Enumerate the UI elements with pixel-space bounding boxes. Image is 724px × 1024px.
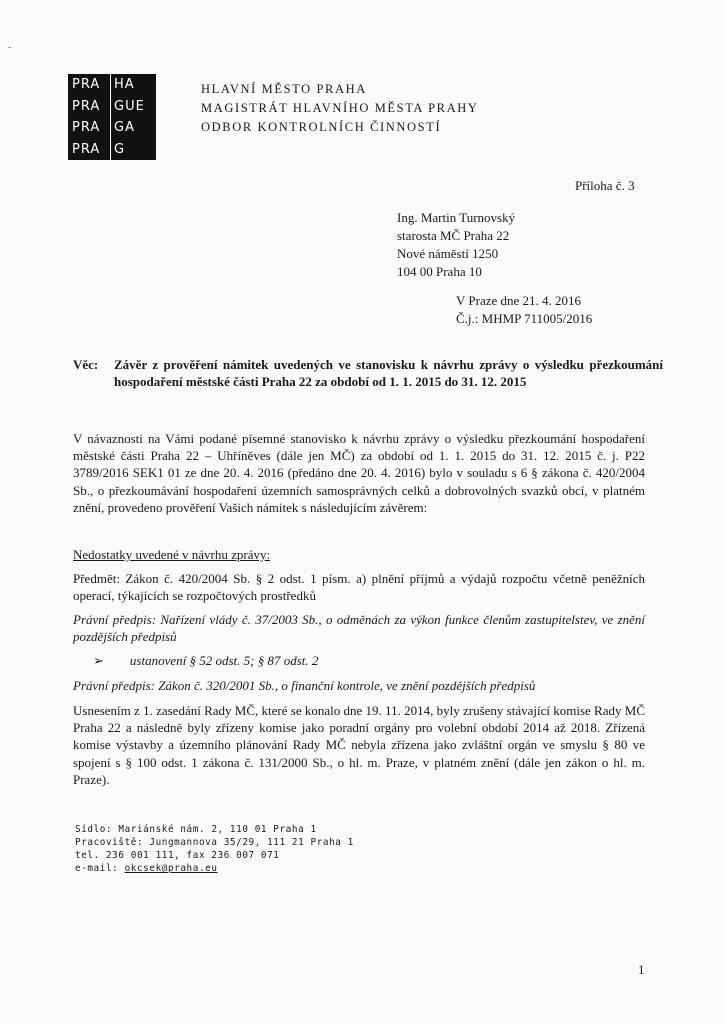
subject-block [73, 356, 663, 390]
logo-text: PRA [72, 77, 101, 92]
organization-line: HLAVNÍ MĚSTO PRAHA [201, 82, 367, 96]
subject-line-paragraph: Předmět: Zákon č. 420/2004 Sb. § 2 odst. 1 písm. a) plnění příjmů a výdajů rozpočtu včetně peněžních operací, týkajících se rozpočtových prostředků [73, 571, 645, 604]
logo-text: HA [110, 74, 156, 96]
footer-seat: Sídlo: Mariánské nám. 2, 110 01 Praha 1 [75, 824, 317, 835]
bullet-item [93, 653, 318, 669]
logo-text: GUE [110, 96, 156, 118]
subject-text: Závěr z prověření námitek uvedených ve stanovisku k návrhu zprávy o výsledku přezkoumání hospodaření městské části Praha 22 za období od 1. 1. 2015 do 31. 12. 2015 [114, 357, 663, 389]
logo-text: PRA [72, 141, 101, 157]
resolution-paragraph: Usnesením z 1. zasedání Rady MČ, které se konalo dne 19. 11. 2014, byly zrušeny stávající komise Rady MČ Praha 22 a následně byly zřízeny komise jako poradní orgány pro volební období 2014 až 2018. Zřízená komise výstavby a územního plánování Rady MČ nebyla zřízena jako zvláštní orgán ve smyslu § 80 ve spojení s § 100 odst. 1 zákona č. 131/2000 Sb., o hl. m. Praze, v platném znění (dále jen zákon o hl. m. Praze). [73, 703, 645, 787]
organization-header [201, 80, 478, 137]
footer-email-label: e-mail: [75, 863, 125, 874]
legal-regulation-2: Právní předpis: Zákon č. 320/2001 Sb., o finanční kontrole, ve znění pozdějších předpisů [73, 678, 536, 693]
letter-date: V Praze dne 21. 4. 2016 [456, 293, 582, 308]
section-heading: Nedostatky uvedené v návrhu zprávy: [73, 547, 271, 562]
prague-logo [68, 74, 156, 160]
logo-text: GA [110, 117, 156, 139]
recipient-address [397, 209, 515, 281]
recipient-street: Nové náměstí 1250 [397, 246, 499, 261]
organization-line: ODBOR KONTROLNÍCH ČINNOSTÍ [201, 120, 442, 134]
recipient-name: Ing. Martin Turnovský [397, 210, 516, 225]
organization-line: MAGISTRÁT HLAVNÍHO MĚSTA PRAHY [201, 101, 479, 115]
footer-phone: tel. 236 001 111, fax 236 007 071 [75, 850, 280, 861]
dateline [456, 292, 592, 328]
attachment-label: Příloha č. 3 [575, 178, 635, 193]
reference-number: Č.j.: MHMP 711005/2016 [456, 311, 593, 326]
intro-paragraph: V návaznosti na Vámi podané písemné stanovisko k návrhu zprávy o výsledku přezkoumání hospodaření městské části Praha 22 – Uhříněves (dále jen MČ) za období od 1. 1. 2015 do 31. 12. 2015 č. j. P22 3789/2016 SEK1 01 ze dne 20. 4. 2016 (předáno dne 20. 4. 2016) bylo v souladu s 6 § zákona č. 420/2004 Sb., o přezkoumávání hospodaření územních samosprávných celků a dobrovolných svazků obcí, v platném znění, provedeno prověření Vašich námitek s následujícím závěrem: [73, 431, 645, 515]
footer-workplace: Pracoviště: Jungmannova 35/29, 111 21 Praha 1 [75, 837, 354, 848]
subject-label: Věc: [73, 357, 99, 372]
logo-text: PRA [72, 98, 101, 114]
bullet-arrow-icon: ➢ [93, 653, 104, 668]
page-number: 1 [638, 962, 645, 977]
logo-text: G [110, 139, 156, 161]
bullet-text: ustanovení § 52 odst. 5; § 87 odst. 2 [129, 653, 319, 668]
footer-email-line [75, 862, 354, 875]
footer-email-link[interactable]: okcsek@praha.eu [124, 863, 218, 874]
recipient-position: starosta MČ Praha 22 [397, 228, 510, 243]
legal-regulation-1: Právní předpis: Nařízení vlády č. 37/2003 Sb., o odměnách za výkon funkce členům zastupitelstev, ve znění pozdějších předpisů [73, 612, 645, 645]
logo-text: PRA [72, 120, 101, 135]
scan-mark: - [8, 42, 12, 53]
recipient-city: 104 00 Praha 10 [397, 264, 482, 279]
footer-contact [75, 823, 354, 875]
